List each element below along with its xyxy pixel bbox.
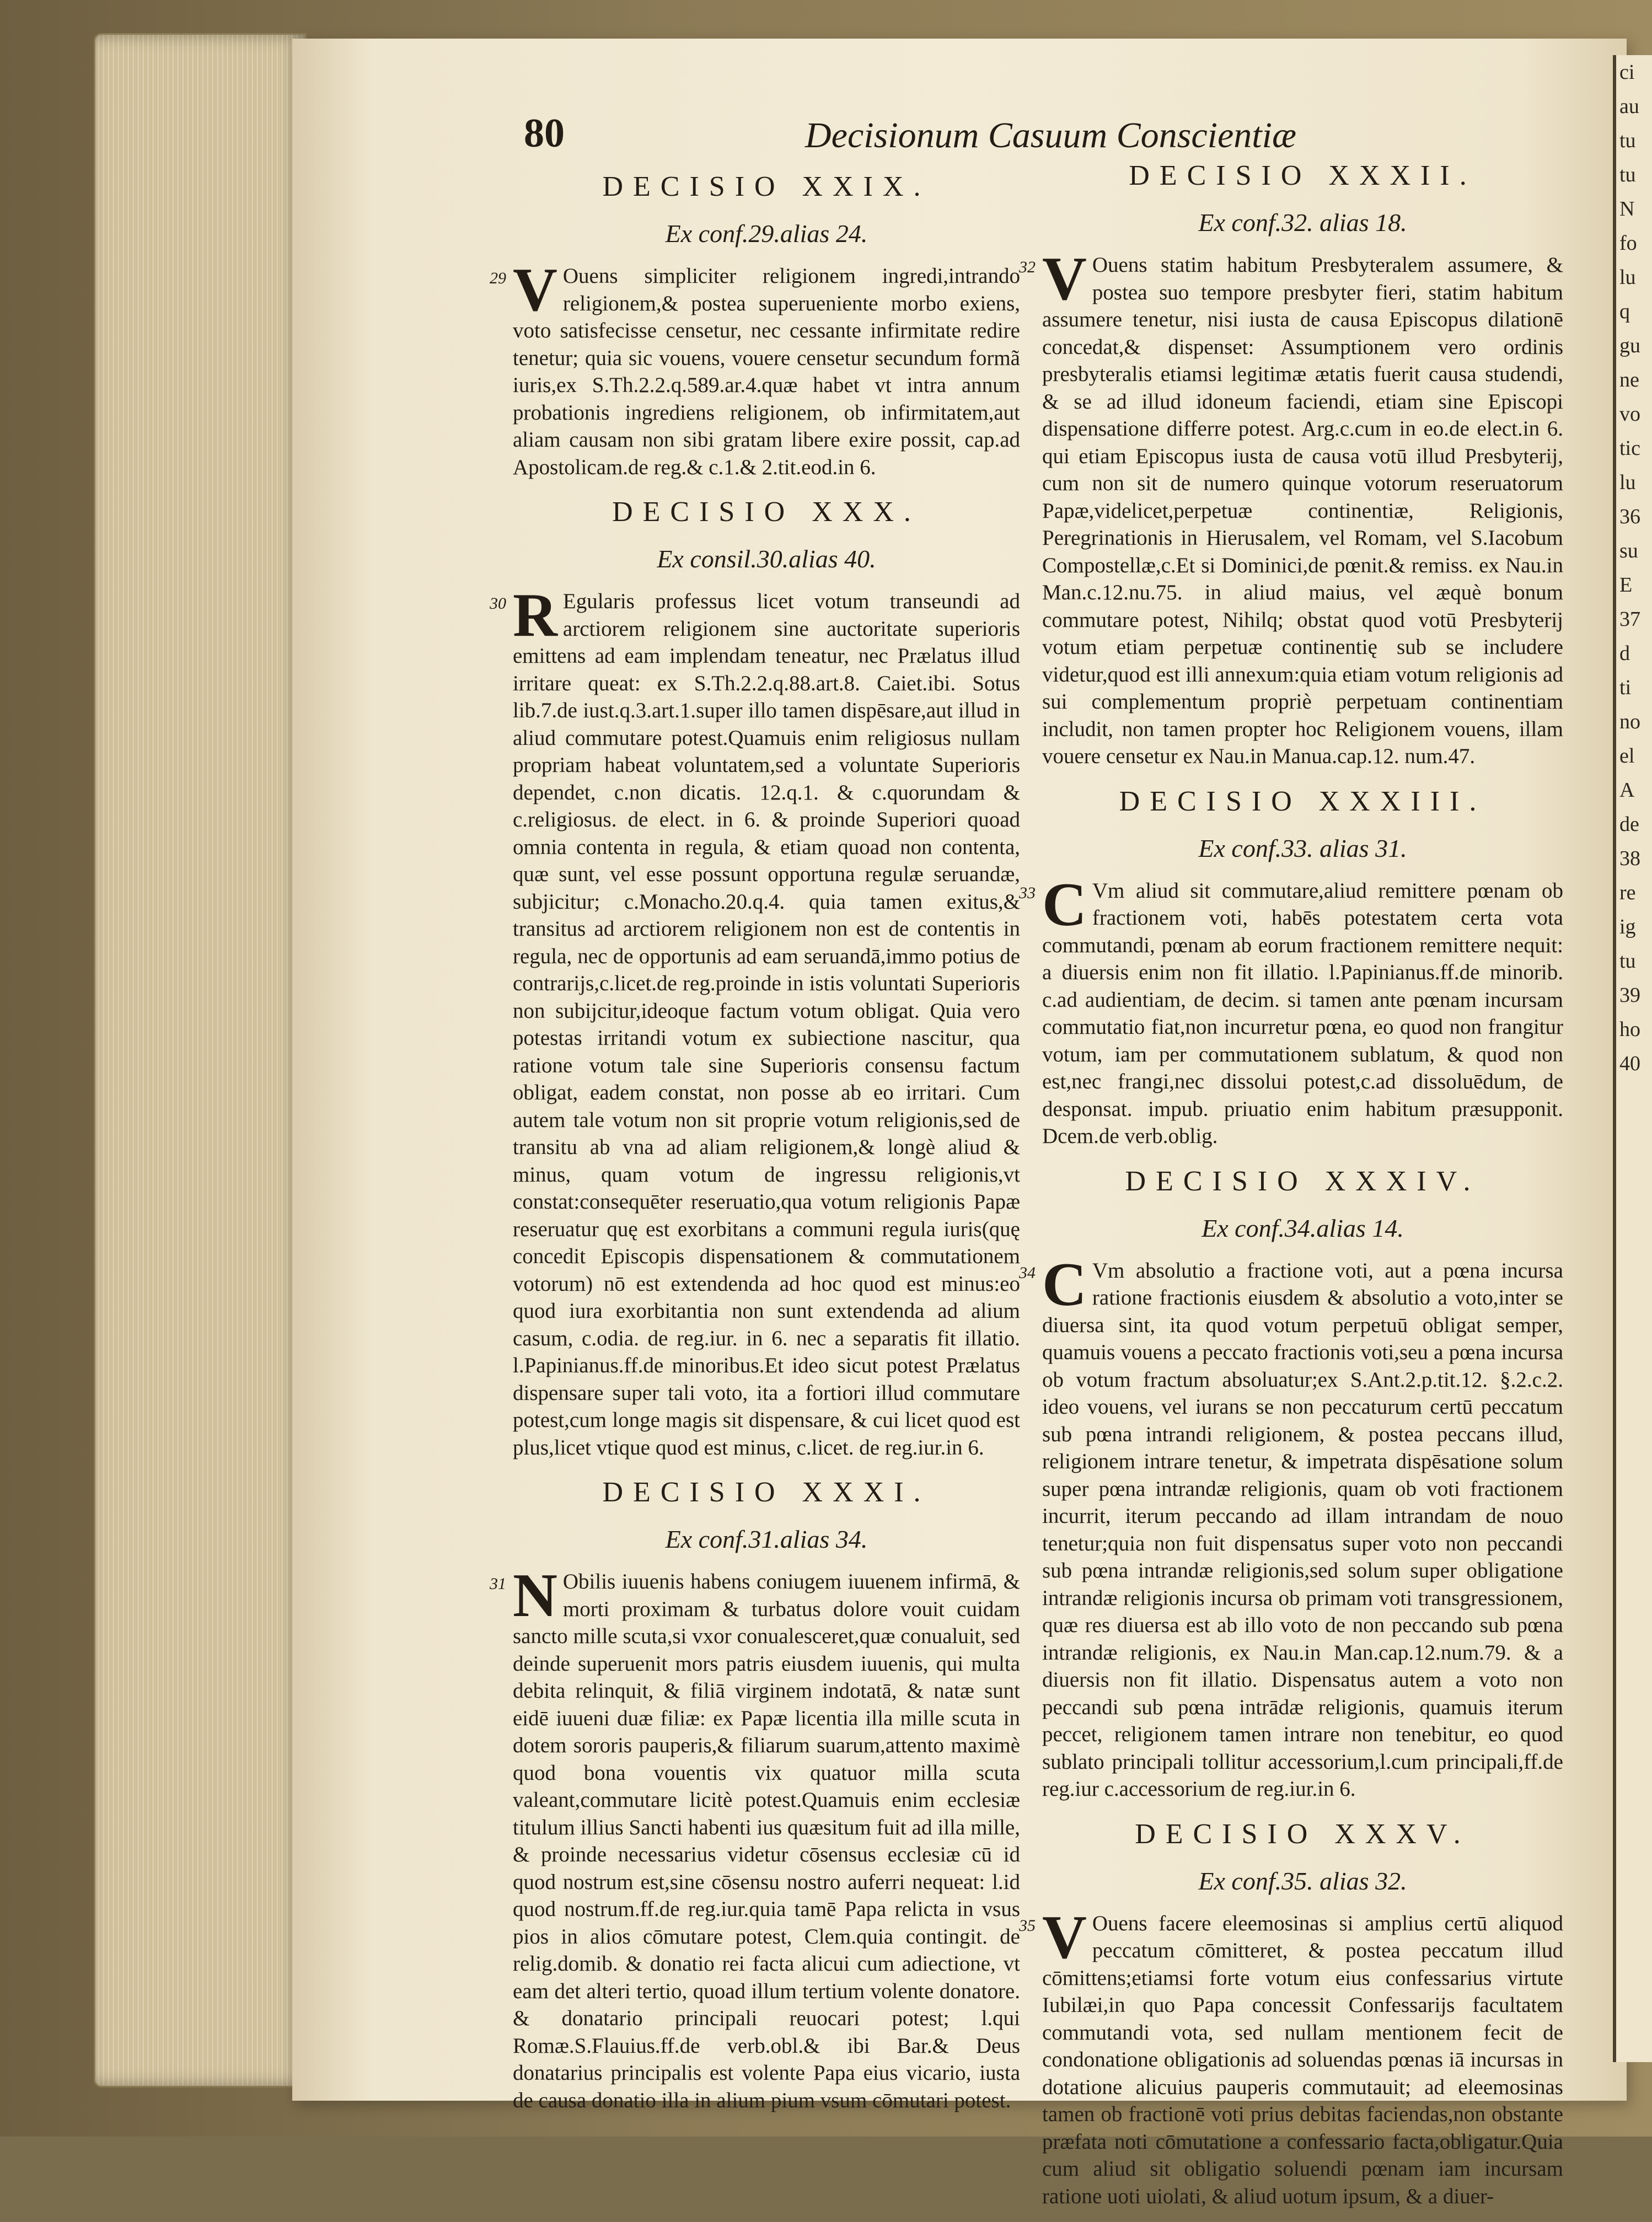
paragraph-number: 34 xyxy=(1019,1263,1036,1282)
facing-page-fragment: ig xyxy=(1619,915,1636,938)
facing-page-fragment: 40 xyxy=(1619,1052,1640,1075)
decisio-section xyxy=(490,493,1020,1461)
facing-page-fragment: 38 xyxy=(1619,847,1640,870)
body-text: Vm aliud sit commutare,aliud remittere pœnam ob fractionem voti, habēs potestatem certa vota commutandi, pœnam ab eorum fractionem remittere nequit: a diuersis enim non fit illatio. l.Papinianus.ff.de minorib. c.ad audientiam, de decim. si tamen ante pœnam incursam commutatio fiat,non incurretur pœna, eo quod non frangitur votum, iam per commutationem sublatum, & quod non est,nec frangi,nec dissolui potest,c.ad dissoluēdum, de desponsat. impub. priuatio enim habitum præsupponit. Dcem.de verb.oblig. xyxy=(1042,878,1563,1148)
decisio-title: DECISIO XXIX. xyxy=(602,171,931,202)
paragraph-number: 30 xyxy=(490,594,506,613)
drop-cap: R xyxy=(513,581,557,650)
facing-page-fragment: E xyxy=(1619,573,1633,597)
decisio-source: Ex conf.35. alias 32. xyxy=(1198,1866,1407,1895)
facing-page-fragment: ne xyxy=(1619,368,1639,391)
facing-page-fragment: au xyxy=(1619,95,1639,118)
paragraph-number: 33 xyxy=(1019,883,1036,902)
facing-page-fragment: lu xyxy=(1619,266,1636,289)
decisio-title: DECISIO XXXI. xyxy=(602,1477,931,1508)
decisio-source: Ex conf.33. alias 31. xyxy=(1198,834,1407,862)
page-number: 80 xyxy=(524,111,565,156)
body-text: Egularis professus licet votum transeundi ad arctiorem religionem sine auctoritate superioris emittens ad eam implendam teneatur, nec Prælatus illud irritare queat: ex S.Th.2.2.q.88.art.8. Caiet.ibi. Sotus lib.7.de iust.q.3.art.1.super illo tamen dispēsare,aut illud in aliud commutare potest.Quamuis enim religiosus nullam propriam habeat voluntatem,sed a voluntate Superioris dependet, c.non dicatis. 12.q.1. & c.quorundam & c.religiosus. de elect. in 6. & proinde Superiori quoad omnia contenta in regula, & etiam quoad non contenta, quæ sunt, vel esse possunt opportuna regulæ seruandæ, subjicitur; c.Monacho.20.q.4. quia tamen exitus,& transitus ad arctiorem religionem non est de contentis in regula, nec de opportunis ad eam seruandā,immo potius de contrarijs,c.licet.de reg.proinde in istis voluntati Superioris non subijcitur,ideoque factum votum obligat. Quia vero potestas irritandi votum ex subiectione nascitur, qua ratione votum tale sine Superioris consensu factum obligat, eadem constat, non posse ab eo irritari. Cum autem tale votum non sit proprie votum religionis,sed de transitu ab vna ad aliam religionem,& longè aliud & minus, quam votum de ingressu religionis,vt constat:consequēter reseruatio,qua votum religionis Papæ reseruatur quę est exorbitans a communi regula iuris(quę concedit Episcopis dispensationem & commutationem votorum) nō est extendenda ad hoc quod est minus:eo quod iura exorbitantia non sunt extendenda ad alium casum, c.odia. de reg.iur. in 6. nec a separatis fit illatio. l.Papinianus.ff.de minoribus.Et ideo sicut potest Prælatus dispensare super tali voto, ita a fortiori illud commutare potest,cum longe magis sit dispensare, & cui licet quod est plus,licet vtique quod est minus, c.licet. de reg.iur.in 6. xyxy=(513,589,1020,1459)
facing-page-fragment: su xyxy=(1619,539,1638,562)
decisio-title: DECISIO XXX. xyxy=(612,496,921,528)
right-column xyxy=(1019,149,1563,2222)
drop-cap: V xyxy=(513,256,557,324)
body-text: Ouens facere eleemosinas si amplius certū aliquod peccatum cōmitteret, & postea peccatum illud cōmittens;etiamsi forte votum eius confessarius virtute Iubilæi,in quo Papa concessit Confessarijs facultatem commutandi vota, sed nullam mentionem fecit de condonatione obligationis ad soluendas pœnas iā incursas in dotatione alicuius pauperis commutauit; ad eleemosinas tamen ob fractionē voti prius debitas faciendas,non obstante præfata noti cōmutatione a confessario facta,obligatur.Quia cum aliud sit obligatio soluendi pœnam iam incursam ratione uoti uiolati, & aliud uotum ipsum, & a diuer- xyxy=(1042,1911,1563,2208)
decisio-source: Ex conf.32. alias 18. xyxy=(1198,208,1407,237)
decisio-section xyxy=(1019,1162,1563,1803)
running-title: Decisionum Casuum Conscientiæ xyxy=(805,115,1296,155)
decisio-source: Ex conf.34.alias 14. xyxy=(1202,1214,1404,1242)
drop-cap: V xyxy=(1042,245,1087,313)
facing-page-fragment: A xyxy=(1619,779,1635,802)
decisio-title: DECISIO XXXII. xyxy=(1129,160,1477,191)
decisio-section xyxy=(490,1473,1020,2114)
facing-page-fragment: ci xyxy=(1619,61,1635,84)
facing-page-fragment: N xyxy=(1619,197,1635,221)
facing-page-fragment: vo xyxy=(1619,402,1640,426)
drop-cap: C xyxy=(1042,1250,1087,1319)
drop-cap: V xyxy=(1042,1903,1087,1972)
paragraph-number: 35 xyxy=(1019,1916,1036,1935)
facing-page-edge xyxy=(1613,55,1652,2062)
decisio-source: Ex consil.30.alias 40. xyxy=(657,545,876,573)
book-fore-edge xyxy=(94,33,307,2087)
decisio-body xyxy=(1019,1903,1563,2210)
facing-page-fragment: tu xyxy=(1619,949,1636,973)
decisio-body xyxy=(490,256,1020,481)
body-text: Ouens statim habitum Presbyteralem assumere, & postea suo tempore presbyter fieri, statim habitum assumere tenetur, nisi iusta de causa Episcopus dilationē concedat,& dispenset: Assumptionem vero ordinis presbyteralis etiamsi legitimæ ætatis fuerit causa studendi, & se ad illud idoneum faciendi, etiam sine Episcopi dispensatione differre potest. Arg.c.cum in eo.de elect.in 6. qui etiam Episcopus iusta de causa votū illud Presbyterij, cum non sit de numero quinque votorum reseruatorum Papæ,videlicet,perpetuæ continentiæ, Religionis, Peregrinationis in Hierusalem, vel Romam, vel S.Iacobum Compostellæ,c.Et si Dominici,de pœnit.& remiss. ex Nau.in Man.c.12.nu.75. in aliud maius, vel æquè bonum commutare potest, Nihilq; obstat quod votū Presbyterij votum etiam perpetuæ continentię sub se includere videtur,quod est illi annexum:quia etiam votum religionis ad sui complementum propriè perpetuam continentiam includit, non tamen propter hoc Religionem vouens, illam vouere censetur ex Nau.in Manua.cap.12. num.47. xyxy=(1042,253,1563,768)
decisio-section xyxy=(1019,1815,1563,2210)
decisio-title: DECISIO XXXV. xyxy=(1135,1818,1471,1850)
facing-page-fragment: el xyxy=(1619,744,1635,767)
facing-page-fragment: 36 xyxy=(1619,505,1640,528)
decisio-body xyxy=(490,1561,1020,2114)
facing-page-fragment: ho xyxy=(1619,1018,1640,1041)
facing-page-fragment: gu xyxy=(1619,334,1640,357)
decisio-section xyxy=(1019,782,1563,1150)
facing-page-fragment: no xyxy=(1619,710,1640,733)
decisio-title: DECISIO XXXIII. xyxy=(1119,785,1487,817)
decisio-source: Ex conf.31.alias 34. xyxy=(665,1525,868,1553)
decisio-source: Ex conf.29.alias 24. xyxy=(665,219,868,248)
paragraph-number: 31 xyxy=(490,1575,506,1593)
decisio-body xyxy=(1019,1250,1563,1803)
drop-cap: N xyxy=(513,1561,557,1630)
facing-page-fragment: 37 xyxy=(1619,608,1640,631)
facing-page-fragment: d xyxy=(1619,642,1630,665)
decisio-body xyxy=(490,581,1020,1461)
facing-page-fragment: fo xyxy=(1619,232,1637,255)
left-column xyxy=(490,160,1020,2126)
facing-page-fragment: q xyxy=(1619,300,1630,323)
decisio-body xyxy=(1019,870,1563,1150)
facing-page-fragment: tic xyxy=(1619,437,1640,460)
body-text: Vm absolutio a fractione voti, aut a pœna incursa ratione fractionis eiusdem & absolutio a voto,inter se diuersa sint, ita quod votum perpetuū obligat semper, quamuis vouens a peccato fractionis voti,seu a pœna incursa ob votum fractum absoluatur;ex S.Ant.2.p.tit.12. §.2.c.2. ideo vouens, vel iurans se non peccaturum certū peccatum sub pœna intrandi religionem, & postea peccans illud, religionem intrare tenetur, & impetrata dispēsatione solum super pœna intrandæ religionis, quam ob voti fractionem incurrit, iterum peccando ad illam intrandam de nouo tenetur;quia non fuit dispensatus super voto non peccandi sub pœna intrandæ religionis,sed solum super obligatione intrandæ religionis incursa ob primam voti transgressionem, quæ res diuersa est ab illo voto de non peccando sub pœna intrandæ religionis, ex Nau.in Man.cap.12.num.79. & a diuersis non fit illatio. Dispensatus autem a voto non peccandi sub pœna intrādæ religionis, quamuis iterum peccet, religionem tamen intrare non tenebitur, eo quod sublato principali tollitur accessorium,l.cum principali,ff.de reg.iur c.accessorium de reg.iur.in 6. xyxy=(1042,1258,1563,1801)
facing-page-fragment: re xyxy=(1619,881,1636,904)
body-text: Obilis iuuenis habens coniugem iuuenem infirmā, & morti proximam & turbatus dolore vouit cuidam sancto mille scuta,si vxor conualesceret,quæ conualuit, sed deinde superuenit mors patris eiusdem iuuenis, qui multa debita relinquit, & filiā virginem indotatā, & natæ sunt eidē iuueni duæ filiæ: ex Papæ licentia illa mille scuta in dotem sororis pauperis,& filiarum suarum,attento maximè quod bona vouentis vix quatuor milla scuta valeant,commutare licitè potest.Quamuis enim ecclesiæ titulum illius Sancti habenti ius quæsitum fuit ad illa mille, & proinde necessarius videtur cōsensus ecclesiæ cū id quod nostrum est,sine cōsensu nostro auferri nequeat: l.id quod nostrum.ff.de reg.iur.quia tamē Papa relicta in vsus pios in alios cōmutare potest, Clem.quia contingit. de relig.domib. & donatio rei facta alicui cum adiectione, vt eam det alteri tertio, quoad illum tertium volente donatore. & donatario principali reuocari potest; l.qui Romæ.S.Flauius.ff.de verb.obl.& ibi Bar.& Deus donatarius principalis est volente Papa eius vicario, iusta de causa donatio illa in alium pium vsum cōmutari potest. xyxy=(513,1570,1020,2112)
facing-page-fragment: ti xyxy=(1619,676,1632,699)
facing-page-fragment: 39 xyxy=(1619,984,1640,1007)
facing-page-fragment: tu xyxy=(1619,163,1636,186)
drop-cap: C xyxy=(1042,870,1087,939)
body-text: Ouens simpliciter religionem ingredi,intrando religionem,& postea superueniente morbo exiens, voto satisfecisse censetur, nec cessante infirmitate redire tenetur; quia sic vouens, vouere censetur secundum formã iuris,ex S.Th.2.2.q.589.ar.4.quæ habet vt intra annum probationis ingrediens religionem, ob infirmitatem,aut aliam causam non sibi gratam libere exire possit, cap.ad Apostolicam.de reg.& c.1.& 2.tit.eod.in 6. xyxy=(513,264,1020,479)
facing-page-fragment: lu xyxy=(1619,471,1636,494)
decisio-section xyxy=(1019,157,1563,770)
decisio-title: DECISIO XXXIV. xyxy=(1125,1165,1481,1197)
facing-page-fragment: de xyxy=(1619,813,1639,836)
decisio-section xyxy=(490,168,1020,481)
paragraph-number: 32 xyxy=(1019,258,1036,276)
paragraph-number: 29 xyxy=(490,269,506,287)
facing-page-fragment: tu xyxy=(1619,129,1636,152)
decisio-body xyxy=(1019,245,1563,770)
